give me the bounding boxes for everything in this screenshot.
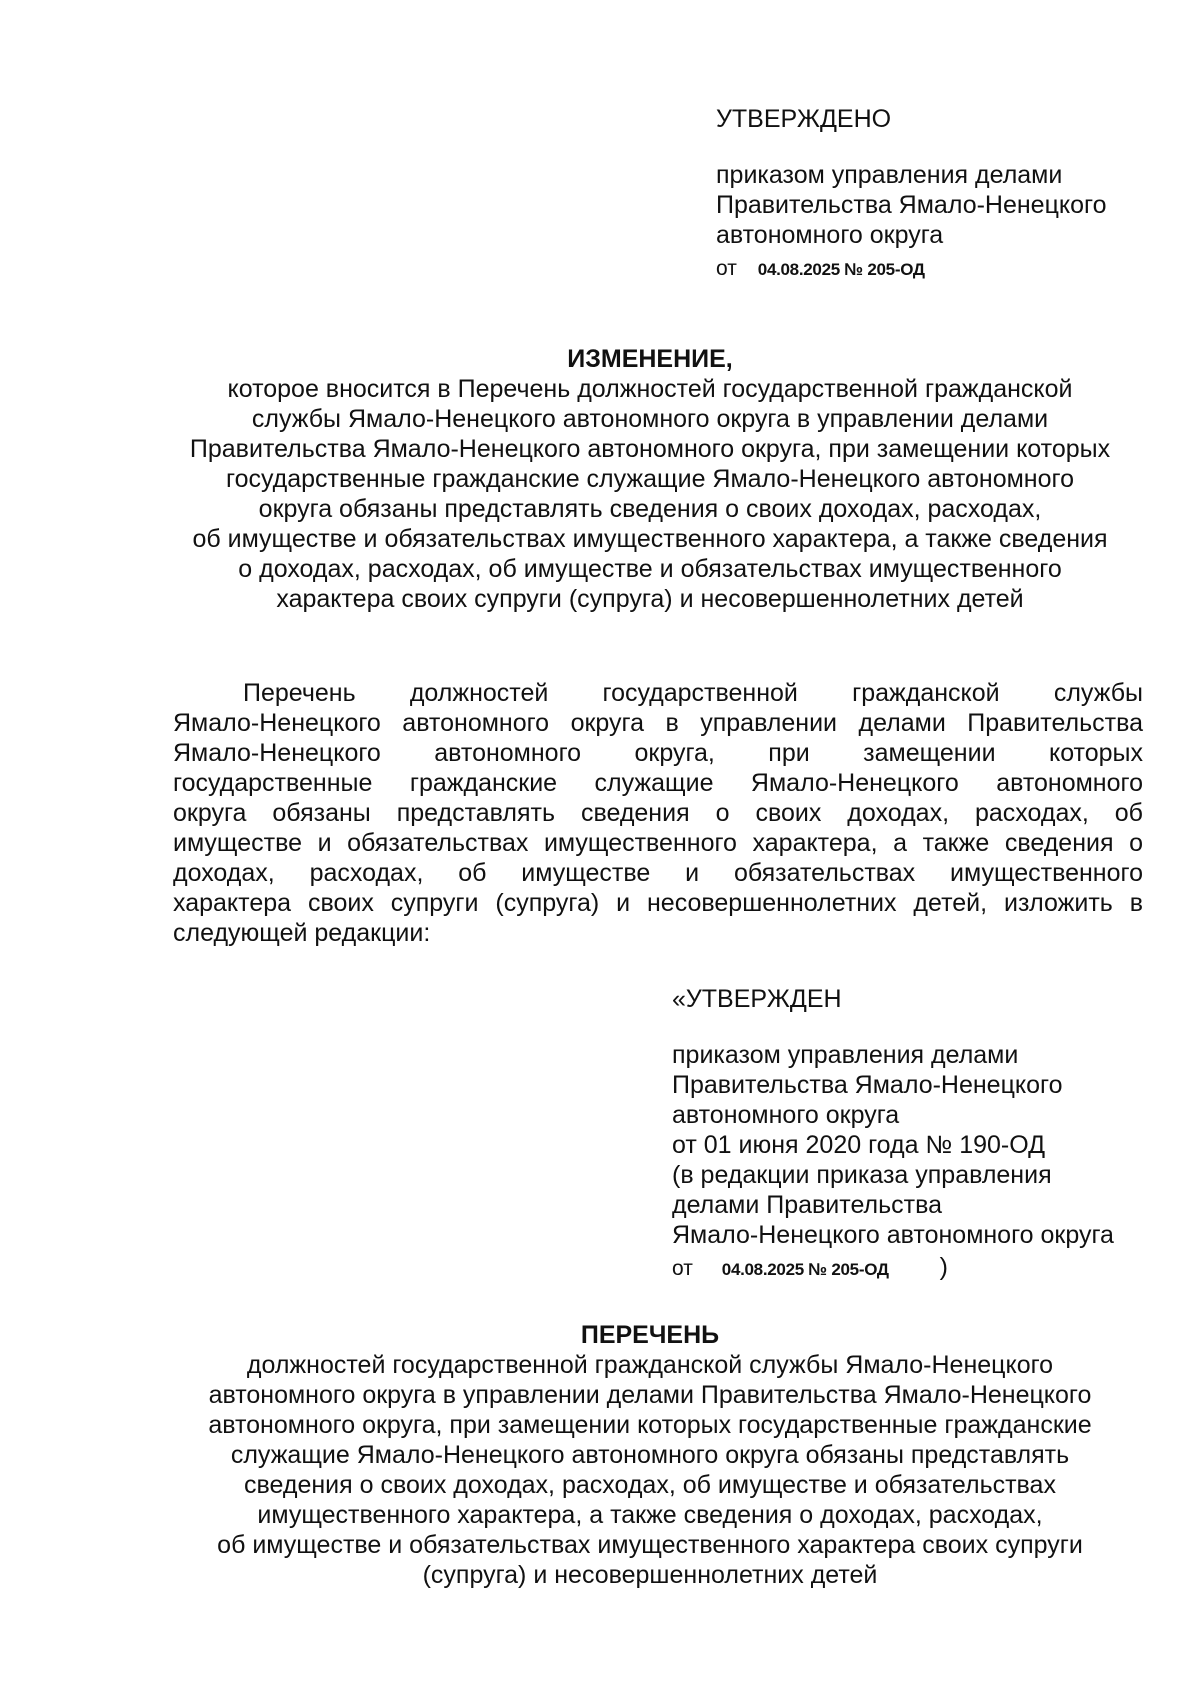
list-heading-line: автономного округа в управлении делами Правительства Ямало-Ненецкого bbox=[208, 1381, 1092, 1409]
approval-line: Правительства Ямало-Ненецкого bbox=[716, 191, 1107, 219]
body-line: доходах, расходах, об имуществе и обязательствах имущественного bbox=[173, 859, 1143, 887]
approval-line: автономного округа bbox=[716, 221, 944, 249]
change-heading bbox=[150, 344, 1150, 614]
body-line: округа обязаны представлять сведения о своих доходах, расходах, об bbox=[173, 799, 1143, 827]
inner-approval-line: (в редакции приказа управления bbox=[672, 1161, 1052, 1189]
change-heading-line: округа обязаны представлять сведения о своих доходах, расходах, bbox=[258, 495, 1042, 523]
list-heading-line: служащие Ямало-Ненецкого автономного округа обязаны представлять bbox=[230, 1441, 1070, 1469]
body-line: характера своих супруги (супруга) и несовершеннолетних детей, изложить в bbox=[173, 889, 1143, 917]
list-heading-line: должностей государственной гражданской службы Ямало-Ненецкого bbox=[246, 1351, 1054, 1379]
body-line: Перечень должностей государственной гражданской службы bbox=[243, 679, 1143, 707]
approval-block-inner bbox=[672, 984, 1142, 1287]
list-heading-line: имущественного характера, а также сведения о доходах, расходах, bbox=[257, 1501, 1043, 1529]
approval-heading: УТВЕРЖДЕНО bbox=[716, 105, 892, 133]
approval-block-top bbox=[716, 104, 1186, 287]
change-heading-line: характера своих супруги (супруга) и несовершеннолетних детей bbox=[276, 585, 1024, 613]
list-heading-line: автономного округа, при замещении которых государственные гражданские bbox=[208, 1411, 1092, 1439]
body-line: государственные гражданские служащие Ямало-Ненецкого автономного bbox=[173, 769, 1143, 797]
approval-from-label: от bbox=[716, 257, 737, 280]
body-line: Ямало-Ненецкого автономного округа в управлении делами Правительства bbox=[173, 709, 1143, 737]
list-title: ПЕРЕЧЕНЬ bbox=[580, 1321, 720, 1349]
change-heading-line: государственные гражданские служащие Ямало-Ненецкого автономного bbox=[226, 465, 1074, 493]
approval-line: приказом управления делами bbox=[716, 161, 1063, 189]
inner-approval-line: Ямало-Ненецкого автономного округа bbox=[672, 1221, 1114, 1249]
inner-approval-line: приказом управления делами bbox=[672, 1041, 1019, 1069]
inner-approval-heading: «УТВЕРЖДЕН bbox=[672, 985, 842, 1013]
inner-closing-paren: ) bbox=[939, 1253, 948, 1281]
inner-approval-from-label: от bbox=[672, 1257, 693, 1280]
change-heading-line: о доходах, расходах, об имуществе и обязательствах имущественного bbox=[238, 555, 1062, 583]
body-paragraph bbox=[173, 678, 1143, 948]
change-title: ИЗМЕНЕНИЕ, bbox=[567, 345, 733, 373]
list-heading bbox=[150, 1320, 1150, 1590]
inner-registration-stamp: 04.08.2025 № 205-ОД bbox=[721, 1260, 889, 1279]
registration-stamp: 04.08.2025 № 205-ОД bbox=[757, 260, 925, 279]
inner-approval-line: от 01 июня 2020 года № 190-ОД bbox=[672, 1131, 1046, 1159]
body-line: Ямало-Ненецкого автономного округа, при замещении которых bbox=[173, 739, 1143, 767]
list-heading-line: сведения о своих доходах, расходах, об имуществе и обязательствах bbox=[244, 1471, 1056, 1499]
inner-approval-line: автономного округа bbox=[672, 1101, 900, 1129]
body-last-line: следующей редакции: bbox=[173, 919, 431, 947]
change-heading-line: об имуществе и обязательствах имущественного характера, а также сведения bbox=[192, 525, 1108, 553]
list-heading-line: об имуществе и обязательствах имущественного характера своих супруги bbox=[217, 1531, 1083, 1559]
list-heading-line: (супруга) и несовершеннолетних детей bbox=[422, 1561, 878, 1589]
change-heading-line: которое вносится в Перечень должностей государственной гражданской bbox=[227, 375, 1073, 403]
change-heading-line: Правительства Ямало-Ненецкого автономного округа, при замещении которых bbox=[189, 435, 1111, 463]
change-heading-line: службы Ямало-Ненецкого автономного округа в управлении делами bbox=[251, 405, 1049, 433]
body-line: имуществе и обязательствах имущественного характера, а также сведения о bbox=[173, 829, 1143, 857]
inner-approval-line: Правительства Ямало-Ненецкого bbox=[672, 1071, 1063, 1099]
inner-approval-line: делами Правительства bbox=[672, 1191, 942, 1219]
